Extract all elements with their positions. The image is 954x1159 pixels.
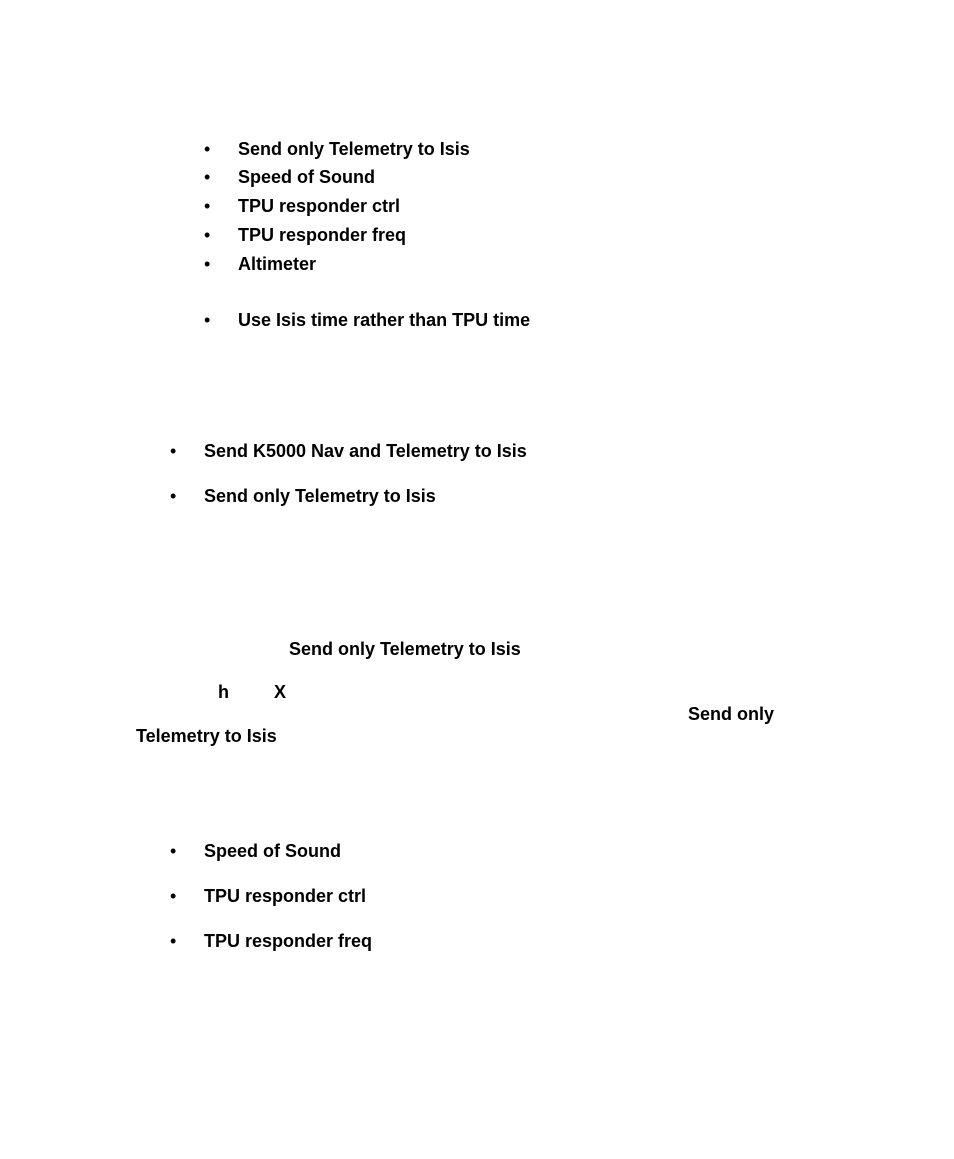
list-item: TPU responder ctrl: [204, 886, 367, 906]
bullet-marker: •: [170, 486, 177, 506]
bullet-marker: •: [204, 196, 211, 216]
heading-fragment: Send only Telemetry to Isis: [289, 639, 521, 659]
text-fragment-x: X: [274, 682, 287, 702]
text-fragment-wrap: Telemetry to Isis: [136, 726, 277, 746]
text-fragment-h: h: [218, 682, 229, 702]
bullet-marker: •: [204, 139, 211, 159]
list-item: Use Isis time rather than TPU time: [238, 310, 531, 330]
bullet-marker: •: [204, 225, 211, 245]
list-item: Altimeter: [238, 254, 317, 274]
text-fragment-right: Send only: [688, 704, 775, 724]
bullet-marker: •: [204, 167, 211, 187]
list-item: Send only Telemetry to Isis: [238, 139, 470, 159]
bullet-marker: •: [170, 841, 177, 861]
list-item: TPU responder ctrl: [238, 196, 401, 216]
bullet-marker: •: [170, 886, 177, 906]
bullet-marker: •: [204, 310, 211, 330]
list-item: Send only Telemetry to Isis: [204, 486, 436, 506]
list-item: Speed of Sound: [238, 167, 375, 187]
list-item: TPU responder freq: [238, 225, 407, 245]
list-item: TPU responder freq: [204, 931, 373, 951]
bullet-marker: •: [204, 254, 211, 274]
bullet-marker: •: [170, 931, 177, 951]
list-item: Speed of Sound: [204, 841, 341, 861]
list-item: Send K5000 Nav and Telemetry to Isis: [204, 441, 527, 461]
bullet-marker: •: [170, 441, 177, 461]
